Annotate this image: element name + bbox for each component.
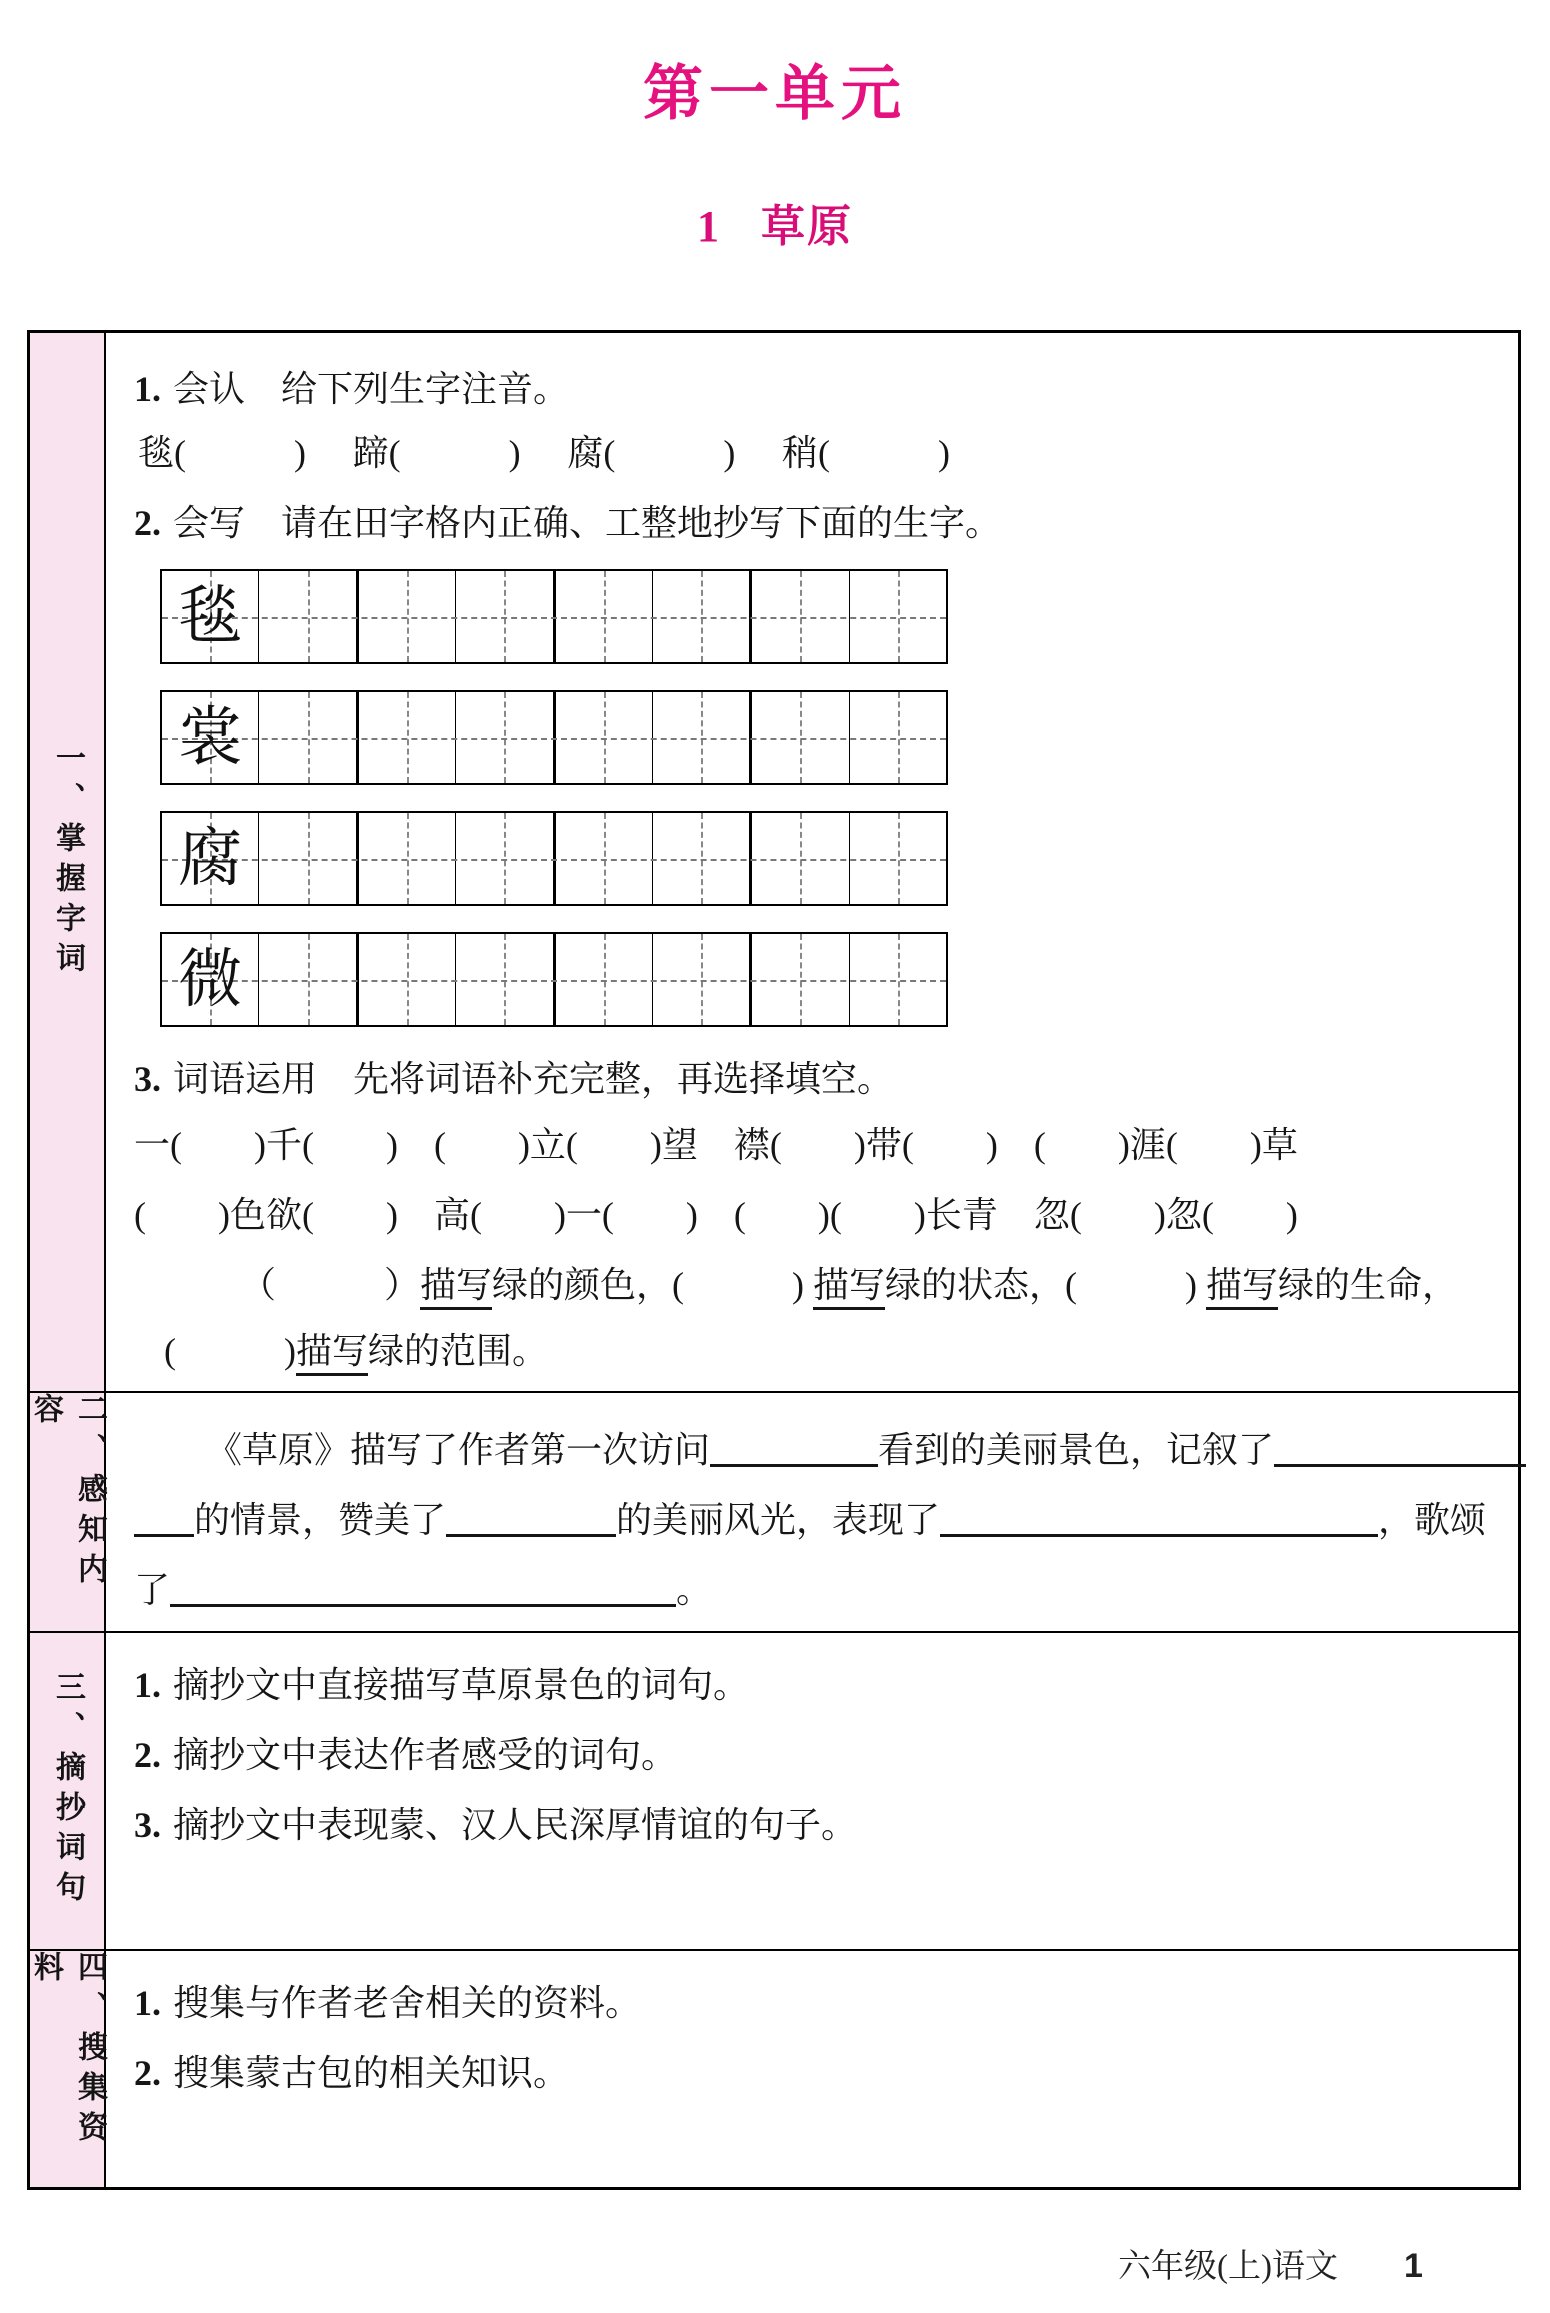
fill-text: 了 (134, 1570, 171, 1610)
tianzige-cell (259, 934, 358, 1025)
section-perceive-content (30, 1391, 1518, 1631)
fill-text: 看到的美丽景色，记叙了 (878, 1430, 1275, 1470)
sidebar-label-4: 四、搜集资料 (29, 1951, 106, 2151)
tianzige-row-2 (160, 690, 948, 785)
section-4-content (106, 1951, 1518, 2187)
tianzige-cell (556, 934, 653, 1025)
item-text: 搜集蒙古包的相关知识。 (173, 2053, 570, 2093)
pinyin-item-4: 稍( ) (782, 433, 950, 473)
section-3-content (106, 1633, 1518, 1949)
item-number: 2. (134, 2053, 161, 2093)
tianzige-row-1 (160, 569, 948, 664)
question-3-keyword: 词语运用 (173, 1059, 318, 1099)
item-number: 1. (134, 1983, 161, 2023)
tianzige-cell (259, 813, 358, 904)
tianzige-cell (752, 571, 849, 662)
word-line-1: 一( )千( ) ( )立( )望 襟( )带( ) ( )涯( )草 (134, 1125, 1298, 1165)
fill-text: ，歌颂 (1378, 1500, 1487, 1540)
sidebar-section-3 (30, 1633, 106, 1949)
lesson-title-text: 草原 (761, 202, 853, 251)
tianzige-cell (456, 813, 555, 904)
question-1-instruction: 给下列生字注音。 (281, 369, 570, 409)
tianzige-cell (162, 934, 259, 1025)
tianzige-cell (653, 571, 752, 662)
word-line-4-text: 绿的范围。 (368, 1331, 549, 1371)
lesson-number: 1 (697, 202, 721, 251)
tianzige-cell (653, 692, 752, 783)
section-excerpt-phrases (30, 1631, 1518, 1949)
fill-line-2 (134, 1485, 1526, 1555)
excerpt-item-1 (134, 1665, 1484, 1705)
page-footer (1118, 2240, 1423, 2287)
tianzige-cell (752, 813, 849, 904)
collect-item-2 (134, 2053, 1484, 2093)
item-text: 摘抄文中表达作者感受的词句。 (173, 1735, 678, 1775)
tianzige-cell (456, 692, 555, 783)
question-3-instruction: 先将词语补充完整，再选择填空。 (353, 1059, 894, 1099)
section-1-content (106, 333, 1518, 1391)
item-text: 搜集与作者老舍相关的资料。 (173, 1983, 642, 2023)
pinyin-item-3: 腐( ) (567, 433, 736, 473)
item-number: 2. (134, 1735, 161, 1775)
word-line-2: ( )色欲( ) 高( )一( ) ( )( )长青 忽( )忽( ) (134, 1195, 1298, 1235)
item-text: 摘抄文中表现蒙、汉人民深厚情谊的句子。 (173, 1805, 858, 1845)
question-2 (134, 503, 1484, 543)
tianzige-cell (359, 571, 456, 662)
footer-book-title: 六年级(上)语文 (1118, 2249, 1338, 2285)
tianzige-cell (752, 934, 849, 1025)
underlined-miaoxie: 描写 (1206, 1265, 1278, 1310)
tianzige-cell (653, 813, 752, 904)
tianzige-cell (556, 813, 653, 904)
fill-text: 。 (676, 1570, 713, 1610)
grid-char-fu: 腐 (178, 822, 243, 894)
excerpt-item-2 (134, 1735, 1484, 1775)
fill-blank (446, 1503, 616, 1537)
item-number: 1. (134, 1665, 161, 1705)
section-master-words (30, 333, 1518, 1391)
lesson-title (0, 190, 1550, 254)
word-line-3-text: 绿的生命， (1278, 1265, 1459, 1305)
tianzige-cell (752, 692, 849, 783)
tianzige-cell (850, 571, 946, 662)
word-line-3-text: 绿的颜色，( ) (492, 1265, 814, 1305)
underlined-miaoxie: 描写 (813, 1265, 885, 1310)
tianzige-cell (162, 571, 259, 662)
question-2-number: 2. (134, 503, 161, 543)
tianzige-cell (850, 692, 946, 783)
question-2-keyword: 会写 (173, 503, 246, 543)
question-3-number: 3. (134, 1059, 161, 1099)
sidebar-label-3: 三、摘抄词句 (51, 1671, 84, 1911)
tianzige-cell (359, 692, 456, 783)
pinyin-item-2: 蹄( ) (352, 433, 521, 473)
tianzige-cell (162, 692, 259, 783)
word-line-3 (134, 1265, 1484, 1305)
grid-char-tan: 毯 (178, 580, 243, 652)
tianzige-cell (259, 571, 358, 662)
tianzige-cell (456, 571, 555, 662)
worksheet-table (27, 330, 1521, 2190)
word-line-4 (134, 1331, 1484, 1371)
fill-line-3 (134, 1555, 1526, 1625)
word-line-3-text: 绿的状态，( ) (885, 1265, 1207, 1305)
section-collect-materials (30, 1949, 1518, 2187)
footer-page-number: 1 (1403, 2247, 1423, 2285)
sidebar-section-1 (30, 333, 106, 1391)
sidebar-section-2 (30, 1393, 106, 1631)
tianzige-cell (556, 571, 653, 662)
grid-char-wei: 微 (178, 943, 243, 1015)
question-1 (134, 369, 1484, 409)
fill-blank (170, 1573, 676, 1607)
excerpt-item-3 (134, 1805, 1484, 1845)
underlined-miaoxie: 描写 (296, 1331, 368, 1376)
tianzige-cell (162, 813, 259, 904)
tianzige-cell (456, 934, 555, 1025)
pinyin-row (138, 433, 950, 473)
word-line-4-text: ( ) (164, 1331, 296, 1371)
pinyin-item-1: 毯( ) (138, 433, 306, 473)
grid-char-shang: 裳 (178, 701, 243, 773)
tianzige-cell (850, 934, 946, 1025)
question-1-keyword: 会认 (173, 369, 246, 409)
fill-blank (940, 1503, 1378, 1537)
fill-blank (710, 1433, 878, 1467)
unit-title: 第一单元 (643, 60, 907, 127)
tianzige-cell (653, 934, 752, 1025)
fill-line-1 (134, 1415, 1526, 1485)
tianzige-cell (359, 813, 456, 904)
fill-text: 的美丽风光，表现了 (616, 1500, 941, 1540)
tianzige-cell (259, 692, 358, 783)
tianzige-row-3 (160, 811, 948, 906)
question-3 (134, 1059, 1484, 1099)
item-number: 3. (134, 1805, 161, 1845)
question-2-instruction: 请在田字格内正确、工整地抄写下面的生字。 (281, 503, 1002, 543)
tianzige-cell (359, 934, 456, 1025)
underlined-miaoxie: 描写 (420, 1265, 492, 1310)
fill-text: 的情景，赞美了 (194, 1500, 447, 1540)
item-text: 摘抄文中直接描写草原景色的词句。 (173, 1665, 750, 1705)
sidebar-label-1: 一、掌握字词 (51, 742, 84, 982)
sidebar-label-2: 二、感知内容 (29, 1393, 106, 1593)
collect-item-1 (134, 1983, 1484, 2023)
tianzige-cell (556, 692, 653, 783)
fill-blank (1274, 1433, 1526, 1467)
section-2-content (106, 1393, 1550, 1631)
tianzige-row-4 (160, 932, 948, 1027)
tianzige-cell (850, 813, 946, 904)
sidebar-section-4 (30, 1951, 106, 2187)
fill-blank (134, 1503, 194, 1537)
question-1-number: 1. (134, 369, 161, 409)
fill-text: 《草原》描写了作者第一次访问 (206, 1430, 711, 1470)
word-line-3-text: （ ） (240, 1265, 421, 1305)
